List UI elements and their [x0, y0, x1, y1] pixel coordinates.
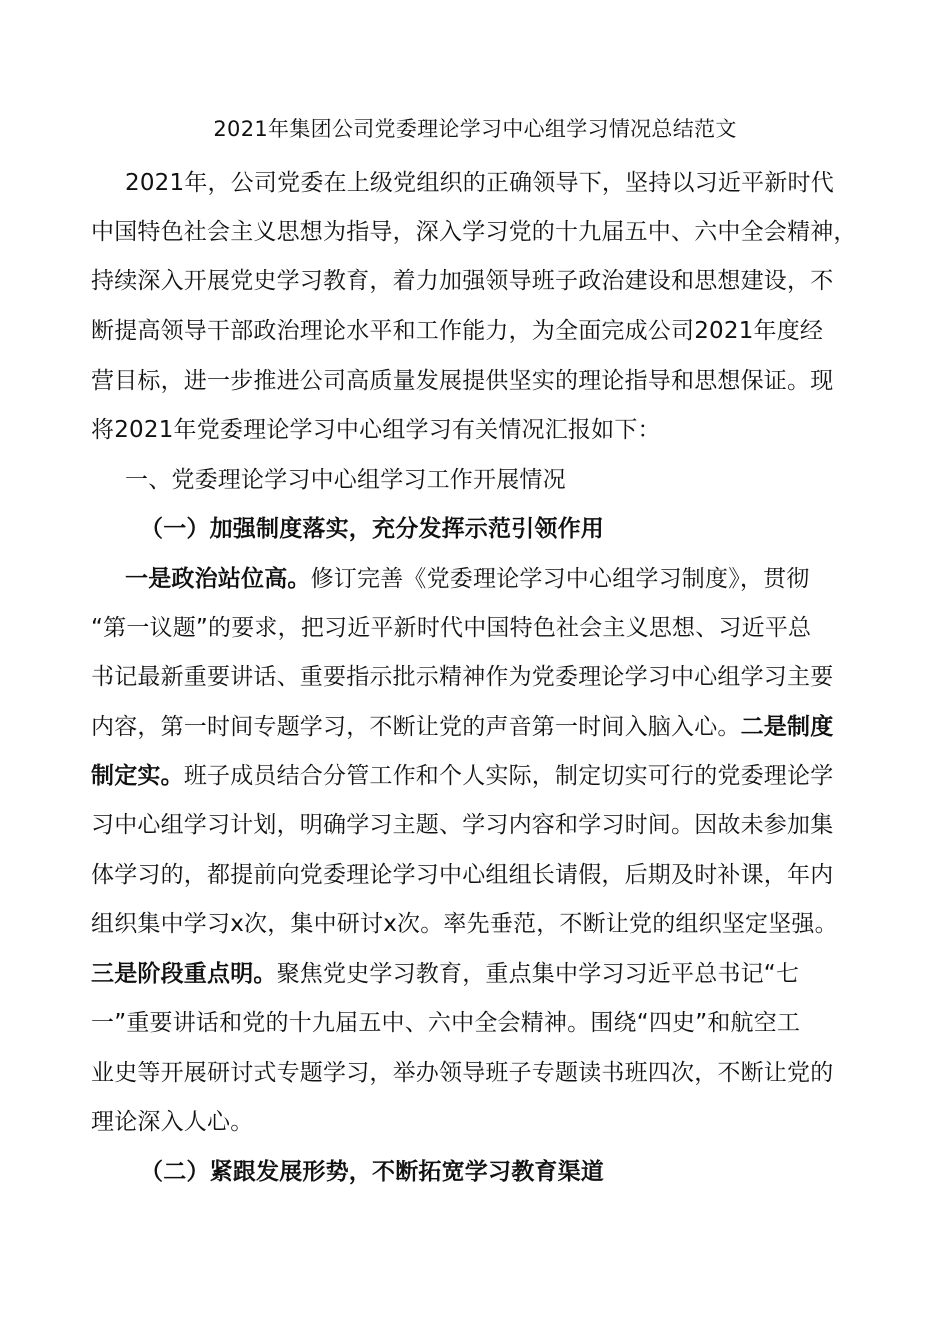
paragraph-line: 习中心组学习计划，明确学习主题、学习内容和学习时间。因故未参加集 — [91, 812, 834, 838]
paragraph-line: 书记最新重要讲话、重要指示批示精神作为党委理论学习中心组学习主要 — [91, 664, 834, 690]
bold-lead: 一是政治站位高。 — [125, 566, 311, 592]
paragraph-line — [91, 957, 861, 991]
paragraph-line: “第一议题”的要求，把习近平新时代中国特色社会主义思想、习近平总 — [91, 615, 812, 641]
paragraph-line — [91, 759, 861, 793]
subsection-heading: （二）紧跟发展形势，不断拓宽学习教育渠道 — [140, 1159, 604, 1185]
paragraph-line: 组织集中学习x次，集中研讨x次。率先垂范，不断让党的组织坚定坚强。 — [91, 911, 838, 937]
bold-lead: 二是制度 — [740, 714, 834, 740]
line-text: 修订完善《党委理论学习中心组学习制度》，贯彻 — [310, 566, 810, 592]
paragraph-line — [91, 710, 861, 744]
document-title: 2021年集团公司党委理论学习中心组学习情况总结范文 — [213, 117, 737, 141]
bold-lead: 制定实。 — [91, 763, 184, 789]
intro-line: 中国特色社会主义思想为指导，深入学习党的十九届五中、六中全会精神， — [91, 219, 857, 245]
section-heading: 一、党委理论学习中心组学习工作开展情况 — [125, 467, 566, 493]
paragraph-line: 理论深入人心。 — [91, 1109, 254, 1135]
subsection-heading: （一）加强制度落实，充分发挥示范引领作用 — [140, 516, 604, 542]
bold-lead: 三是阶段重点明。 — [91, 961, 277, 987]
line-text: 内容，第一时间专题学习，不断让党的声音第一时间入脑入心。 — [91, 714, 741, 740]
paragraph-line: 一”重要讲话和党的十九届五中、六中全会精神。围绕“四史”和航空工 — [91, 1010, 801, 1036]
intro-line: 将2021年党委理论学习中心组学习有关情况汇报如下： — [91, 417, 661, 443]
line-text: 聚焦党史学习教育，重点集中学习习近平总书记“七 — [276, 961, 800, 987]
intro-line: 2021年，公司党委在上级党组织的正确领导下，坚持以习近平新时代 — [125, 170, 834, 196]
intro-line: 持续深入开展党史学习教育，着力加强领导班子政治建设和思想建设，不 — [91, 268, 834, 294]
paragraph-line — [125, 562, 895, 596]
paragraph-line: 业史等开展研讨式专题学习，举办领导班子专题读书班四次，不断让党的 — [91, 1060, 834, 1086]
line-text: 班子成员结合分管工作和个人实际，制定切实可行的党委理论学 — [183, 763, 834, 789]
paragraph-line: 体学习的，都提前向党委理论学习中心组组长请假，后期及时补课，年内 — [91, 862, 834, 888]
intro-line: 营目标，进一步推进公司高质量发展提供坚实的理论指导和思想保证。现 — [91, 368, 834, 394]
intro-line: 断提高领导干部政治理论水平和工作能力，为全面完成公司2021年度经 — [91, 318, 824, 344]
